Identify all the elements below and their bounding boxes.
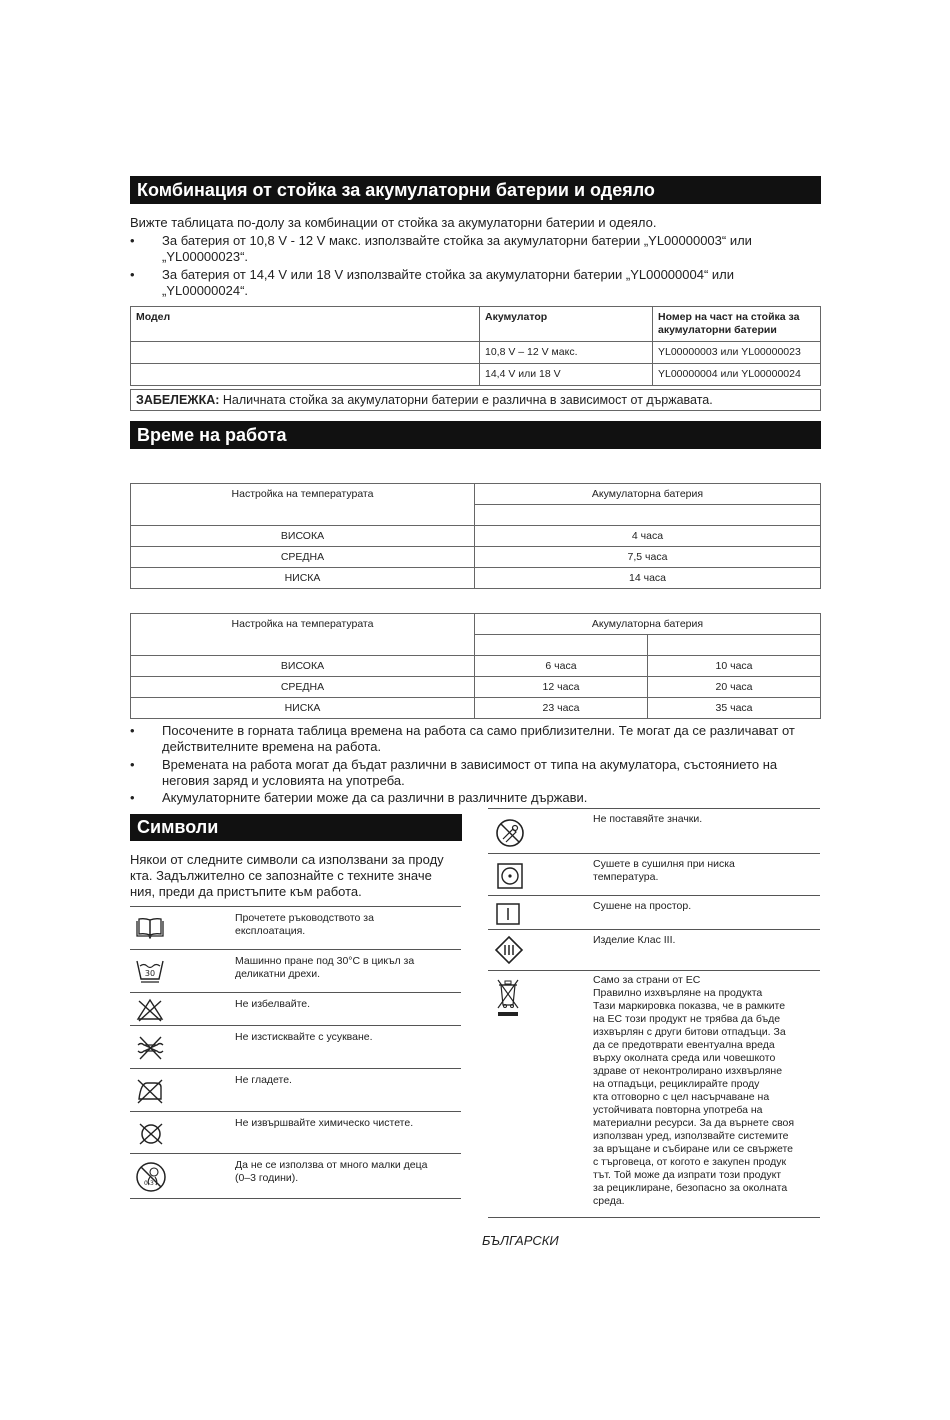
symbols-heading-text: Символи — [137, 817, 219, 837]
no-pins-icon — [494, 817, 526, 849]
combination-table — [130, 306, 821, 386]
note-text: Наличната стойка за акумулаторни батерии е различна в зависимост от държавата. — [219, 393, 713, 407]
symbol-row: Не поставяйте значки. — [488, 809, 820, 854]
no-bleach-icon — [135, 997, 165, 1023]
rt1-header-temperature: Настройка на температурата — [131, 484, 475, 526]
line-dry-icon — [495, 902, 521, 926]
rt1-header-battery: Акумулаторна батерия — [475, 484, 821, 505]
combo-intro: Вижте таблицата по-долу за комбинации от стойка за акумулаторни батерии и одеяло. — [130, 215, 657, 230]
col-header-part-number: Номер на част на стойка за акумулаторни батерии — [653, 307, 821, 342]
runtime-bullet-1: • Посочените в горната таблица времена на работа са само приблизителни. Те могат да се различават от действителните времена на работа. — [130, 723, 795, 754]
table-row: СРЕДНА 7,5 часа — [131, 547, 821, 568]
table-row: НИСКА 14 часа — [131, 568, 821, 589]
symbols-intro: Някои от следните символи са използвани за проду кта. Задължително се запознайте с техните значе ния, преди да пристъпите към работа. — [130, 852, 444, 899]
runtime-heading-text: Време на работа — [137, 424, 287, 445]
symbol-row: Изделие Клас III. — [488, 930, 820, 971]
symbol-row: Не избелвайте. — [130, 993, 461, 1026]
runtime-bullet-2: • Времената на работа могат да бъдат различни в зависимост от типа на акумулатора, състоянието на неговия заряд и условията на употреба. — [130, 757, 778, 788]
combo-bullet-2: • За батерия от 14,4 V или 18 V използвайте стойка за акумулаторни батерии „YL00000004“ или „YL00000024“. — [130, 267, 734, 298]
wash-30-gentle-icon — [135, 957, 165, 985]
class-iii-icon — [494, 935, 524, 965]
combo-heading — [130, 176, 821, 204]
runtime-table-1 — [130, 483, 821, 589]
table-row: СРЕДНА 12 часа 20 часа — [131, 677, 821, 698]
symbols-heading — [130, 814, 462, 841]
symbol-row: 0-3 Да не се използва от много малки деца (0–3 години). — [130, 1154, 461, 1199]
weee-bin-icon — [495, 977, 521, 1019]
note-box — [130, 389, 821, 411]
svg-text:0-3: 0-3 — [144, 1180, 154, 1187]
tumble-dry-low-icon — [496, 862, 524, 890]
note-label: ЗАБЕЛЕЖКА: — [136, 393, 220, 407]
runtime-bullet-3: • Акумулаторните батерии може да са различни в различните държави. — [130, 790, 588, 805]
svg-text:30: 30 — [144, 969, 156, 978]
symbol-row: Прочетете ръководството за експлоатация. — [130, 907, 461, 950]
symbol-row: Сушете в сушилня при ниска температура. — [488, 854, 820, 896]
no-iron-icon — [135, 1077, 165, 1105]
symbol-row: Сушене на простор. — [488, 896, 820, 930]
table-row: 14,4 V или 18 V YL00000004 или YL00000024 — [131, 364, 821, 386]
table-row: НИСКА 23 часа 35 часа — [131, 698, 821, 719]
symbol-row: Само за страни от ЕС Правилно изхвърляне на продукта Тази маркировка показва, че в рамките на ЕС този продукт не трябва да бъде изхвърлян с други битови отпадъци. За да се предотврати евентуална вреда върху околната среда или човешкото здраве от неконтролирано изхвърляне на отпадъци, рециклирайте проду кта отговорно с цел насърчаване на устойчивата повторна употреба на материални ресурси. За да върнете своя използван уред, използвайте системите за връщане и събиране или се свържете с търговеца, от когото е закупен продук тът. Той може да изпрати този продукт за рециклиране, безопасно за околната среда. — [488, 971, 820, 1218]
symbol-row: Не изстисквайте с усукване. — [130, 1026, 461, 1069]
not-for-children-0-3-icon — [135, 1161, 167, 1193]
symbol-row: Не гладете. — [130, 1069, 461, 1112]
symbol-row: 30 Машинно пране под 30°C в цикъл за деликатни дрехи. — [130, 950, 461, 993]
combo-bullet-1: • За батерия от 10,8 V - 12 V макс. използвайте стойка за акумулаторни батерии „YL00000003“ или „YL00000023“. — [130, 233, 752, 264]
no-dry-clean-icon — [137, 1121, 165, 1147]
rt2-header-temperature: Настройка на температурата — [131, 614, 475, 656]
manual-book-icon — [135, 917, 165, 939]
table-row: 10,8 V – 12 V макс. YL00000003 или YL00000023 — [131, 342, 821, 364]
no-wring-icon — [135, 1035, 165, 1061]
table-row: ВИСОКА 6 часа 10 часа — [131, 656, 821, 677]
col-header-model: Модел — [131, 307, 480, 342]
col-header-battery: Акумулатор — [480, 307, 653, 342]
combo-heading-text: Комбинация от стойка за акумулаторни батерии и одеяло — [137, 179, 655, 200]
rt2-header-battery: Акумулаторна батерия — [475, 614, 821, 635]
symbol-row: Не извършвайте химическо чистете. — [130, 1112, 461, 1154]
runtime-heading — [130, 421, 821, 449]
table-row: ВИСОКА 4 часа — [131, 526, 821, 547]
footer-language: БЪЛГАРСКИ — [482, 1233, 559, 1248]
runtime-table-2 — [130, 613, 821, 719]
